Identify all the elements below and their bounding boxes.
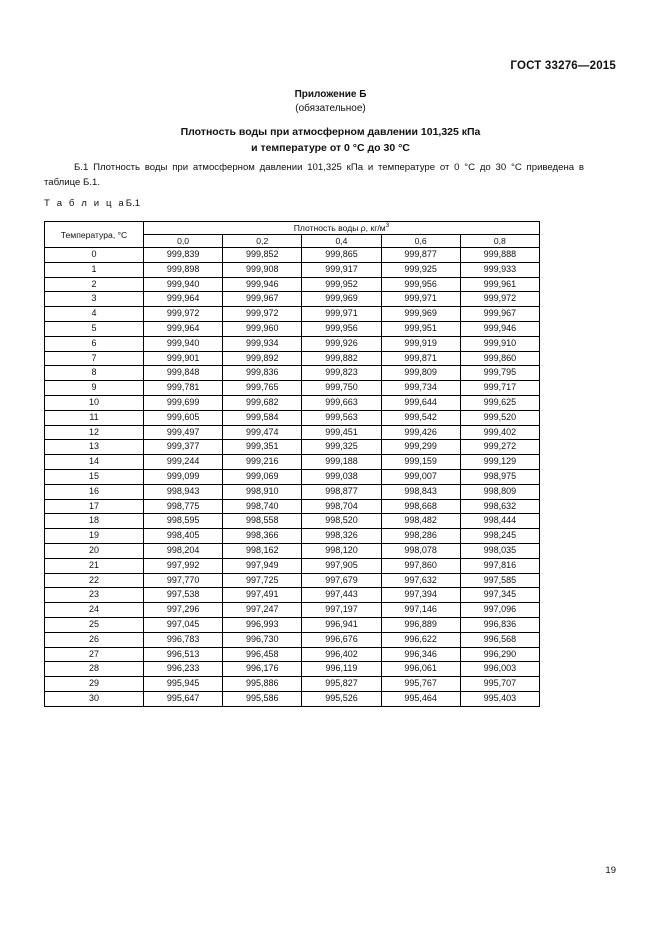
cell-temperature: 24: [45, 603, 144, 618]
density-table-head: [45, 222, 540, 248]
cell-density: 999,474: [223, 425, 302, 440]
cell-density: 997,905: [302, 558, 381, 573]
cell-density: 999,038: [302, 469, 381, 484]
cell-density: 998,632: [460, 499, 539, 514]
cell-density: 999,717: [460, 381, 539, 396]
density-table-body: [45, 248, 540, 707]
cell-density: 996,622: [381, 632, 460, 647]
cell-density: 999,497: [144, 425, 223, 440]
cell-density: 997,949: [223, 558, 302, 573]
cell-density: 996,568: [460, 632, 539, 647]
cell-temperature: 25: [45, 617, 144, 632]
cell-temperature: 27: [45, 647, 144, 662]
table-row: [45, 262, 540, 277]
cell-density: 998,775: [144, 499, 223, 514]
cell-density: 999,917: [302, 262, 381, 277]
cell-density: 999,852: [223, 248, 302, 263]
cell-temperature: 13: [45, 440, 144, 455]
annex-title: [0, 124, 661, 156]
cell-density: 999,871: [381, 351, 460, 366]
cell-density: 997,491: [223, 588, 302, 603]
cell-density: 999,839: [144, 248, 223, 263]
cell-temperature: 17: [45, 499, 144, 514]
table-header-row-group: [45, 222, 540, 235]
density-group-exponent: 3: [385, 222, 390, 230]
cell-density: 999,940: [144, 336, 223, 351]
cell-density: 998,843: [381, 484, 460, 499]
cell-density: 998,809: [460, 484, 539, 499]
cell-density: 999,625: [460, 395, 539, 410]
cell-density: 999,925: [381, 262, 460, 277]
table-row: [45, 395, 540, 410]
cell-density: 999,823: [302, 366, 381, 381]
page-number: 19: [605, 865, 616, 876]
table-row: [45, 677, 540, 692]
cell-temperature: 9: [45, 381, 144, 396]
cell-density: 995,464: [381, 691, 460, 706]
subcolumn-header-0: 0,0: [144, 235, 223, 248]
cell-density: 999,877: [381, 248, 460, 263]
table-row: [45, 499, 540, 514]
cell-density: 995,827: [302, 677, 381, 692]
cell-density: 999,272: [460, 440, 539, 455]
density-table-container: [44, 221, 540, 707]
cell-density: 997,443: [302, 588, 381, 603]
cell-density: 996,730: [223, 632, 302, 647]
cell-density: 997,860: [381, 558, 460, 573]
cell-density: 999,605: [144, 410, 223, 425]
cell-density: 998,162: [223, 543, 302, 558]
cell-density: 999,563: [302, 410, 381, 425]
cell-density: 999,244: [144, 455, 223, 470]
cell-density: 999,972: [144, 307, 223, 322]
table-caption-word: Т а б л и ц а: [44, 198, 126, 209]
annex-kind: (обязательное): [295, 103, 366, 114]
cell-density: 996,676: [302, 632, 381, 647]
table-row: [45, 632, 540, 647]
cell-density: 996,889: [381, 617, 460, 632]
cell-temperature: 12: [45, 425, 144, 440]
cell-density: 998,245: [460, 529, 539, 544]
body-paragraph-b1: Б.1 Плотность воды при атмосферном давлении 101,325 кПа и температуре от 0 °С до 30 °С приведена в таблице Б.1.: [44, 162, 584, 188]
table-row: [45, 573, 540, 588]
table-row: [45, 529, 540, 544]
cell-density: 999,836: [223, 366, 302, 381]
column-header-temperature: Температура, °С: [45, 222, 144, 248]
cell-density: 998,520: [302, 514, 381, 529]
cell-density: 996,458: [223, 647, 302, 662]
cell-density: 999,951: [381, 321, 460, 336]
cell-density: 999,644: [381, 395, 460, 410]
cell-density: 995,526: [302, 691, 381, 706]
cell-density: 998,405: [144, 529, 223, 544]
cell-density: 999,188: [302, 455, 381, 470]
cell-density: 999,964: [144, 292, 223, 307]
cell-density: 999,542: [381, 410, 460, 425]
cell-density: 999,663: [302, 395, 381, 410]
cell-density: 996,783: [144, 632, 223, 647]
table-row: [45, 691, 540, 706]
cell-temperature: 19: [45, 529, 144, 544]
annex-title-line-1: Плотность воды при атмосферном давлении 101,325 кПа: [180, 126, 481, 138]
cell-temperature: 6: [45, 336, 144, 351]
cell-density: 999,377: [144, 440, 223, 455]
cell-density: 999,934: [223, 336, 302, 351]
cell-density: 999,351: [223, 440, 302, 455]
table-row: [45, 647, 540, 662]
cell-density: 996,402: [302, 647, 381, 662]
cell-density: 998,668: [381, 499, 460, 514]
cell-density: 998,877: [302, 484, 381, 499]
cell-density: 999,882: [302, 351, 381, 366]
cell-temperature: 28: [45, 662, 144, 677]
cell-temperature: 16: [45, 484, 144, 499]
cell-density: 997,045: [144, 617, 223, 632]
cell-density: 999,960: [223, 321, 302, 336]
cell-density: 999,682: [223, 395, 302, 410]
cell-density: 999,402: [460, 425, 539, 440]
density-table: [44, 221, 540, 707]
cell-density: 999,919: [381, 336, 460, 351]
cell-density: 997,770: [144, 573, 223, 588]
running-head-standard-number: ГОСТ 33276—2015: [510, 60, 616, 72]
cell-density: 996,290: [460, 647, 539, 662]
cell-density: 999,972: [460, 292, 539, 307]
cell-density: 998,595: [144, 514, 223, 529]
cell-density: 999,908: [223, 262, 302, 277]
cell-density: 996,119: [302, 662, 381, 677]
cell-density: 999,750: [302, 381, 381, 396]
cell-density: 998,326: [302, 529, 381, 544]
cell-density: 999,971: [381, 292, 460, 307]
cell-density: 995,707: [460, 677, 539, 692]
cell-density: 996,061: [381, 662, 460, 677]
cell-density: 999,451: [302, 425, 381, 440]
cell-density: 997,538: [144, 588, 223, 603]
cell-density: 999,956: [302, 321, 381, 336]
cell-density: 999,969: [381, 307, 460, 322]
cell-density: 999,901: [144, 351, 223, 366]
cell-density: 998,035: [460, 543, 539, 558]
cell-density: 999,520: [460, 410, 539, 425]
column-header-density-group: [144, 222, 540, 235]
cell-temperature: 3: [45, 292, 144, 307]
cell-density: 997,992: [144, 558, 223, 573]
table-row: [45, 381, 540, 396]
cell-density: 999,972: [223, 307, 302, 322]
table-row: [45, 558, 540, 573]
cell-density: 999,795: [460, 366, 539, 381]
cell-density: 999,426: [381, 425, 460, 440]
cell-density: 999,007: [381, 469, 460, 484]
cell-density: 996,003: [460, 662, 539, 677]
cell-density: 997,394: [381, 588, 460, 603]
cell-density: 998,078: [381, 543, 460, 558]
table-row: [45, 617, 540, 632]
cell-density: 997,725: [223, 573, 302, 588]
table-row: [45, 336, 540, 351]
cell-temperature: 1: [45, 262, 144, 277]
cell-density: 998,704: [302, 499, 381, 514]
cell-density: 999,069: [223, 469, 302, 484]
cell-density: 998,286: [381, 529, 460, 544]
table-row: [45, 351, 540, 366]
cell-density: 999,956: [381, 277, 460, 292]
cell-temperature: 10: [45, 395, 144, 410]
table-row: [45, 603, 540, 618]
cell-density: 995,647: [144, 691, 223, 706]
cell-temperature: 11: [45, 410, 144, 425]
cell-density: 998,975: [460, 469, 539, 484]
subcolumn-header-2: 0,4: [302, 235, 381, 248]
table-row: [45, 662, 540, 677]
cell-density: 996,233: [144, 662, 223, 677]
table-row: [45, 366, 540, 381]
cell-density: 997,679: [302, 573, 381, 588]
cell-density: 999,809: [381, 366, 460, 381]
density-group-label: Плотность воды ρ, кг/м: [293, 223, 386, 233]
cell-density: 998,910: [223, 484, 302, 499]
cell-density: 995,945: [144, 677, 223, 692]
cell-density: 997,632: [381, 573, 460, 588]
cell-density: 999,865: [302, 248, 381, 263]
cell-density: 997,296: [144, 603, 223, 618]
table-row: [45, 543, 540, 558]
cell-density: 996,941: [302, 617, 381, 632]
cell-density: 999,584: [223, 410, 302, 425]
cell-temperature: 5: [45, 321, 144, 336]
cell-density: 999,892: [223, 351, 302, 366]
cell-density: 999,888: [460, 248, 539, 263]
table-row: [45, 307, 540, 322]
cell-density: 999,940: [144, 277, 223, 292]
cell-density: 997,096: [460, 603, 539, 618]
cell-density: 995,586: [223, 691, 302, 706]
cell-density: 999,952: [302, 277, 381, 292]
cell-temperature: 0: [45, 248, 144, 263]
cell-density: 999,860: [460, 351, 539, 366]
cell-density: 996,993: [223, 617, 302, 632]
table-row: [45, 440, 540, 455]
cell-density: 997,146: [381, 603, 460, 618]
cell-density: 999,781: [144, 381, 223, 396]
cell-density: 998,558: [223, 514, 302, 529]
annex-name: Приложение Б: [294, 89, 367, 100]
cell-density: 999,926: [302, 336, 381, 351]
table-caption-number: Б.1: [125, 198, 141, 209]
table-row: [45, 514, 540, 529]
cell-density: 997,247: [223, 603, 302, 618]
cell-density: 999,946: [223, 277, 302, 292]
cell-density: 997,585: [460, 573, 539, 588]
cell-temperature: 4: [45, 307, 144, 322]
cell-density: 999,848: [144, 366, 223, 381]
cell-density: 999,967: [460, 307, 539, 322]
cell-density: 999,964: [144, 321, 223, 336]
cell-density: 999,969: [302, 292, 381, 307]
cell-density: 997,816: [460, 558, 539, 573]
cell-density: 999,946: [460, 321, 539, 336]
cell-density: 999,898: [144, 262, 223, 277]
table-row: [45, 484, 540, 499]
cell-temperature: 15: [45, 469, 144, 484]
cell-density: 999,216: [223, 455, 302, 470]
cell-density: 998,120: [302, 543, 381, 558]
subcolumn-header-1: 0,2: [223, 235, 302, 248]
table-row: [45, 248, 540, 263]
table-row: [45, 410, 540, 425]
cell-density: 999,299: [381, 440, 460, 455]
subcolumn-header-4: 0,8: [460, 235, 539, 248]
annex-title-line-2: и температуре от 0 °С до 30 °С: [251, 142, 410, 154]
cell-density: 998,204: [144, 543, 223, 558]
cell-density: 999,971: [302, 307, 381, 322]
cell-density: 998,482: [381, 514, 460, 529]
cell-temperature: 26: [45, 632, 144, 647]
cell-temperature: 22: [45, 573, 144, 588]
cell-density: 999,765: [223, 381, 302, 396]
cell-density: 999,967: [223, 292, 302, 307]
cell-density: 999,961: [460, 277, 539, 292]
cell-density: 998,740: [223, 499, 302, 514]
cell-density: 996,513: [144, 647, 223, 662]
table-row: [45, 425, 540, 440]
cell-density: 997,345: [460, 588, 539, 603]
cell-density: 999,325: [302, 440, 381, 455]
cell-density: 999,734: [381, 381, 460, 396]
cell-density: 999,933: [460, 262, 539, 277]
cell-temperature: 8: [45, 366, 144, 381]
cell-density: 999,129: [460, 455, 539, 470]
cell-temperature: 21: [45, 558, 144, 573]
annex-heading-block: [0, 88, 661, 116]
cell-temperature: 20: [45, 543, 144, 558]
cell-density: 998,444: [460, 514, 539, 529]
table-row: [45, 469, 540, 484]
cell-density: 999,699: [144, 395, 223, 410]
cell-density: 995,403: [460, 691, 539, 706]
cell-density: 996,836: [460, 617, 539, 632]
cell-density: 998,943: [144, 484, 223, 499]
cell-temperature: 23: [45, 588, 144, 603]
table-row: [45, 321, 540, 336]
cell-density: 999,099: [144, 469, 223, 484]
table-caption: [44, 198, 140, 209]
cell-density: 999,910: [460, 336, 539, 351]
cell-density: 996,176: [223, 662, 302, 677]
table-row: [45, 588, 540, 603]
cell-temperature: 29: [45, 677, 144, 692]
cell-temperature: 2: [45, 277, 144, 292]
cell-density: 995,886: [223, 677, 302, 692]
cell-density: 995,767: [381, 677, 460, 692]
cell-temperature: 18: [45, 514, 144, 529]
cell-density: 997,197: [302, 603, 381, 618]
cell-density: 996,346: [381, 647, 460, 662]
cell-temperature: 14: [45, 455, 144, 470]
cell-temperature: 7: [45, 351, 144, 366]
cell-temperature: 30: [45, 691, 144, 706]
table-row: [45, 277, 540, 292]
table-row: [45, 455, 540, 470]
subcolumn-header-3: 0,6: [381, 235, 460, 248]
cell-density: 999,159: [381, 455, 460, 470]
table-row: [45, 292, 540, 307]
cell-density: 998,366: [223, 529, 302, 544]
